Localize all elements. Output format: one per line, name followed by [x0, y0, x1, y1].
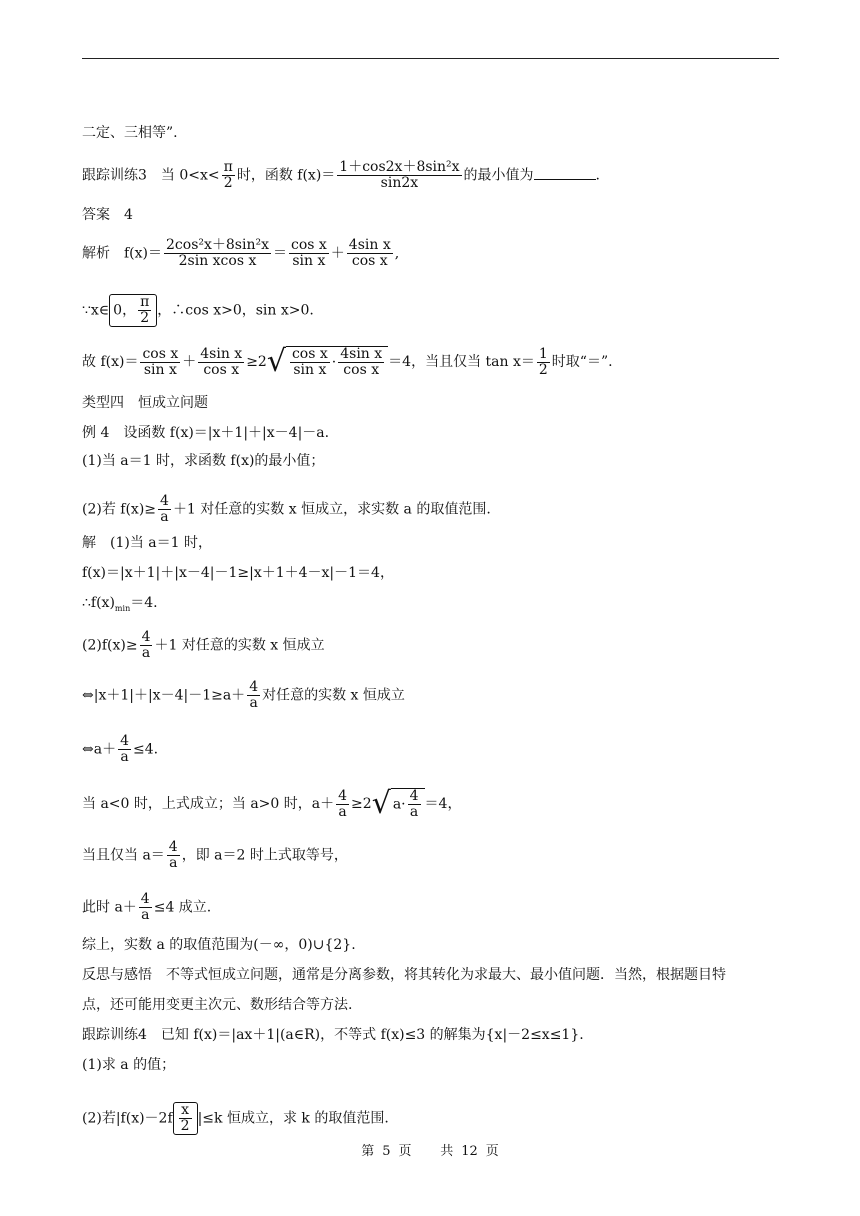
answer-line [82, 206, 133, 224]
text-fragment: ＋ [182, 354, 197, 370]
fraction-numerator: 4 [409, 788, 419, 804]
fraction-numerator: 1＋cos2x＋8sin²x [339, 159, 460, 175]
text-fragment: |≤k 恒成立，求 k 的取值范围. [197, 1110, 389, 1127]
answer-blank [534, 167, 596, 180]
page-total: 12 [461, 1144, 478, 1159]
fraction-denominator: 2 [538, 361, 548, 378]
text-fragment: ，即 a＝2 时上式取等号， [181, 847, 348, 864]
fraction [337, 160, 461, 191]
practice-4-statement [82, 1026, 584, 1044]
fraction [247, 680, 260, 711]
text-fragment: 当 a<0 时，上式成立；当 a>0 时，a＋ [82, 796, 335, 812]
solution-line [82, 788, 461, 820]
fraction [164, 238, 271, 269]
footer-text: 页 [485, 1144, 499, 1159]
text-fragment: a· [392, 796, 406, 813]
text-fragment: ⇔|x＋1|＋|x－4|－1≥a＋ [82, 687, 246, 704]
footer-text: 共 [440, 1144, 454, 1159]
inequality-line [82, 346, 613, 378]
text-fragment: ＋ [330, 245, 345, 262]
practice-4-part-2 [82, 1102, 389, 1135]
fraction-denominator: sin x [293, 362, 327, 378]
text-fragment: 解析 f(x)＝ [82, 245, 163, 262]
solution-line [82, 594, 158, 618]
text-fragment: ∵x∈ [82, 302, 110, 319]
fraction [537, 347, 550, 378]
fraction [167, 840, 180, 871]
square-root [267, 346, 388, 378]
fraction [347, 238, 393, 269]
solution-line [82, 840, 348, 871]
practice-3-question [82, 160, 600, 191]
radical-sign: √ [371, 786, 391, 821]
fraction-numerator: 4 [120, 733, 129, 749]
interval-bracket [109, 294, 157, 327]
fraction-numerator: 4sin x [200, 345, 243, 362]
domain-line [82, 294, 314, 327]
fraction-numerator: x [179, 1103, 192, 1119]
fraction [290, 347, 330, 378]
practice-4-part-1 [82, 1056, 175, 1074]
text-fragment: ＝ [272, 245, 287, 262]
example-4-statement [82, 424, 329, 442]
text-fragment: 时，函数 f(x)＝ [236, 167, 336, 184]
fraction-denominator: a [249, 695, 258, 711]
fraction-numerator: cos x [290, 237, 327, 253]
example-4-part-2 [82, 494, 491, 525]
fraction [139, 892, 152, 923]
text-fragment: 此时 a＋ [82, 899, 137, 916]
text-fragment: · [331, 354, 337, 371]
fraction-denominator: a [338, 803, 347, 820]
conclusion-line [82, 936, 356, 954]
fraction [140, 347, 180, 378]
text-fragment: 答案 4 [82, 207, 133, 223]
text-fragment: ＝4， [424, 796, 462, 812]
fraction-numerator: 4 [160, 493, 169, 509]
fraction [198, 347, 244, 378]
text-fragment: ≤4 成立. [153, 899, 212, 916]
solution-line [82, 734, 158, 765]
text-fragment: (2)若 f(x)≥ [82, 501, 157, 518]
footer-text: 第 [361, 1144, 375, 1159]
fraction-denominator: sin x [292, 253, 326, 269]
fraction-denominator: cos x [343, 362, 380, 378]
reflection-paragraph [82, 996, 352, 1014]
fraction-numerator: 4 [140, 891, 150, 907]
fraction-numerator: π [140, 294, 150, 310]
fraction-numerator: 4 [338, 787, 348, 804]
subscript: min [114, 603, 131, 613]
fraction-numerator: cos x [291, 346, 328, 362]
page-footer [0, 1140, 860, 1159]
solution-line [82, 680, 405, 711]
fraction-numerator: 1 [538, 345, 548, 362]
text-fragment: ＝4. [130, 595, 158, 611]
header-rule [82, 58, 779, 59]
radicand [391, 788, 425, 820]
solution-line [82, 534, 212, 552]
solution-line [82, 892, 211, 923]
text-fragment: (1)当 a＝1 时，求函数 f(x)的最小值； [82, 453, 325, 469]
text-fragment: 跟踪训练3 当 0<x< [82, 167, 220, 184]
fraction-numerator: 4 [168, 839, 178, 855]
text-fragment: 时取“＝”. [551, 354, 613, 370]
text-fragment: (2)f(x)≥ [82, 637, 138, 654]
text-fragment: ＋1 对任意的实数 x 恒成立，求实数 a 的取值范围. [172, 501, 491, 518]
fraction [140, 630, 153, 661]
text-fragment: 解 (1)当 a＝1 时， [82, 535, 212, 551]
fraction-denominator: 2 [180, 1118, 190, 1134]
fraction [118, 734, 131, 765]
example-4-part-1 [82, 452, 324, 470]
text-fragment: 当且仅当 a＝ [82, 847, 165, 864]
fraction-numerator: cos x [142, 345, 179, 362]
fraction-denominator: a [169, 855, 178, 871]
reflection-paragraph [82, 966, 726, 984]
text-fragment: 例 4 设函数 f(x)＝|x＋1|＋|x－4|－a. [82, 425, 330, 441]
fraction [338, 347, 384, 378]
text-fragment: 0， [113, 302, 137, 319]
footer-text: 页 [398, 1144, 412, 1159]
fraction [289, 238, 329, 269]
text-fragment: ＋1 对任意的实数 x 恒成立 [154, 637, 325, 654]
text-fragment: ∴f(x) [82, 595, 115, 611]
fraction-numerator: 4sin x [348, 237, 391, 253]
fraction-denominator: 2 [140, 310, 150, 326]
text-fragment: 的最小值为 [463, 167, 534, 184]
text-line [82, 124, 178, 142]
text-fragment: ＝4，当且仅当 tan x＝ [388, 354, 535, 370]
fraction-denominator: cos x [203, 361, 240, 378]
fraction-numerator: 4 [141, 629, 151, 645]
fraction-denominator: 2sin xcos x [178, 253, 257, 269]
solution-line [82, 630, 325, 661]
radicand [286, 346, 388, 378]
solution-line [82, 564, 394, 582]
fraction-denominator: a [160, 509, 169, 525]
text-fragment: , [394, 245, 400, 262]
fraction-numerator: 4sin x [340, 346, 383, 362]
section-heading [82, 394, 208, 412]
text-fragment: . [595, 167, 600, 184]
text-fragment: ，∴cos x>0，sin x>0. [157, 302, 314, 319]
text-fragment: f(x)＝|x＋1|＋|x－4|－1≥|x＋1＋4－x|－1＝4， [82, 565, 394, 581]
fraction-denominator: sin2x [380, 175, 419, 191]
analysis-line [82, 238, 399, 269]
text-fragment: 点，还可能用变更主次元、数形结合等方法. [82, 997, 353, 1013]
fraction-denominator: a [141, 645, 151, 661]
page-number: 5 [382, 1144, 391, 1159]
text-fragment: 反思与感悟 不等式恒成立问题，通常是分离参数，将其转化为求最大、最小值问题．当然，根据题目特 [82, 967, 726, 983]
fraction-numerator: 4 [249, 679, 259, 695]
text-fragment: ⇔a＋ [82, 741, 117, 758]
fraction-denominator: a [141, 907, 150, 923]
fraction-numerator: π [223, 159, 233, 175]
text-fragment: 跟踪训练4 已知 f(x)＝|ax＋1|(a∈R)，不等式 f(x)≤3 的解集为{x|－2≤x≤1}. [82, 1027, 584, 1043]
fraction-denominator: a [120, 749, 129, 765]
fraction-denominator: sin x [143, 361, 177, 378]
fraction-denominator: a [409, 804, 419, 820]
text-fragment: 对任意的实数 x 恒成立 [262, 687, 405, 704]
bracketed-argument [173, 1102, 198, 1135]
text-fragment: (1)求 a 的值； [82, 1057, 176, 1073]
fraction [222, 160, 235, 191]
text-fragment: ≤4. [133, 741, 159, 758]
fraction [179, 1103, 192, 1134]
text-fragment: (2)若|f(x)－2f [82, 1110, 173, 1127]
fraction [336, 789, 349, 820]
fraction [408, 789, 421, 820]
text-fragment: 二定、三相等”. [82, 125, 178, 141]
fraction [158, 494, 171, 525]
fraction [138, 295, 151, 326]
square-root [372, 788, 425, 820]
text-fragment: 故 f(x)＝ [82, 354, 139, 370]
fraction-denominator: cos x [351, 253, 388, 269]
text-fragment: 类型四 恒成立问题 [82, 395, 208, 411]
radical-sign: √ [266, 344, 286, 379]
text-fragment: 综上，实数 a 的取值范围为(－∞，0)∪{2}. [82, 937, 356, 953]
text-fragment: ≥2 [351, 796, 372, 812]
fraction-numerator: 2cos²x＋8sin²x [166, 237, 269, 253]
fraction-denominator: 2 [223, 175, 233, 191]
text-fragment: ≥2 [246, 354, 267, 370]
